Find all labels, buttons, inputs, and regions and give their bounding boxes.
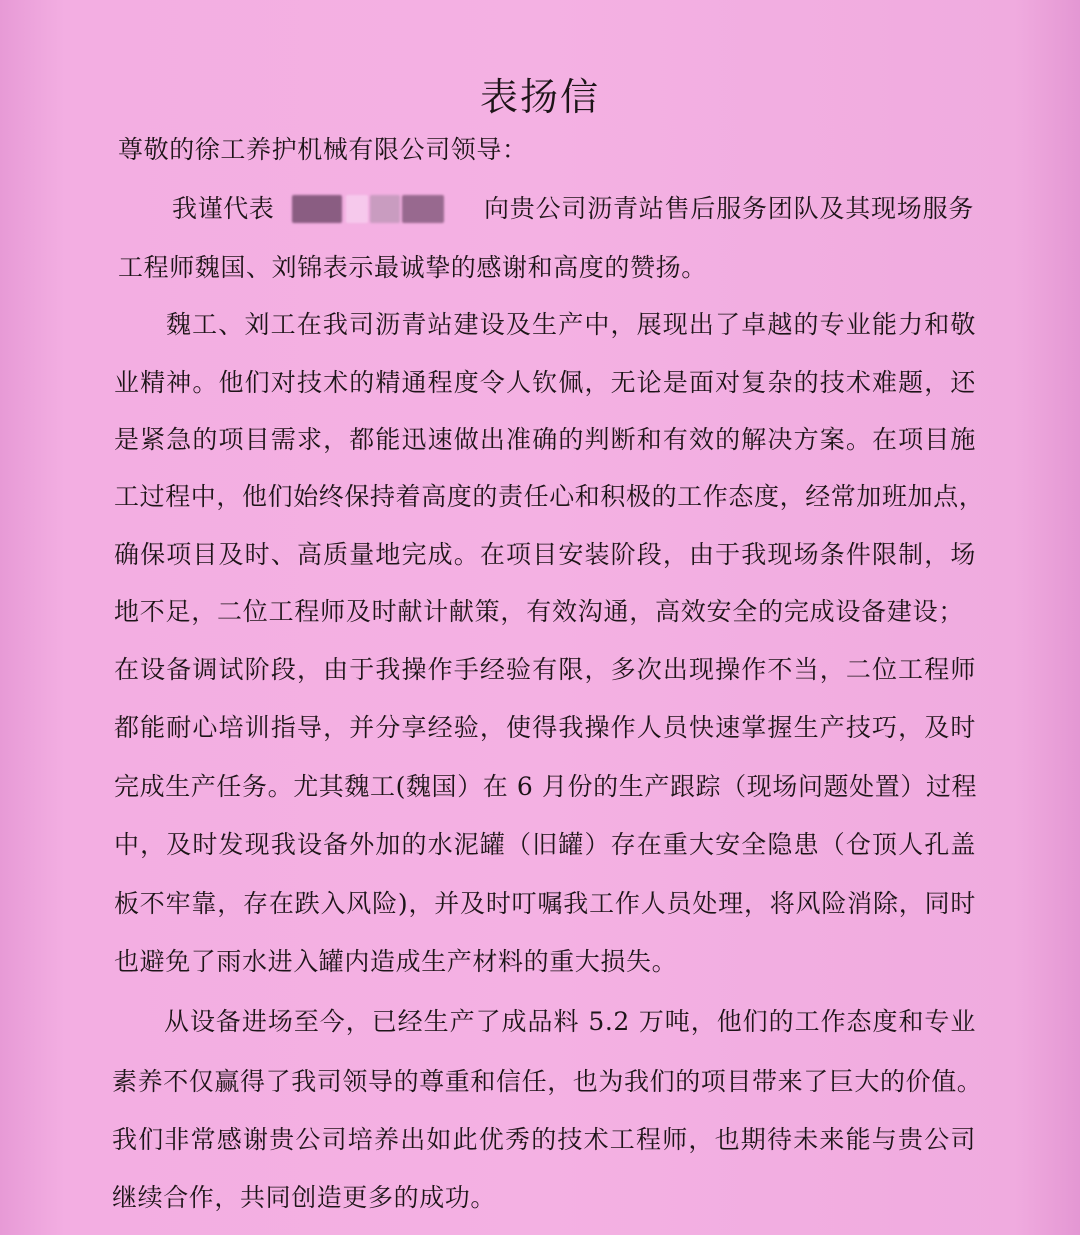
representative-prefix: 我谨代表: [172, 194, 275, 223]
paragraph-3-line: 我们非常感谢贵公司培养出如此优秀的技术工程师，也期待未来能与贵公司: [112, 1125, 976, 1154]
letter-title: 表扬信: [479, 75, 600, 119]
paragraph-2-line: 都能耐心培训指导，并分享经验，使得我操作人员快速掌握生产技巧，及时: [114, 713, 976, 742]
paragraph-2-line: 板不牢靠，存在跌入风险)，并及时叮嘱我工作人员处理，将风险消除，同时: [114, 889, 976, 918]
redacted-name-block: [346, 195, 368, 223]
paragraph-3-line: 从设备进场至今，已经生产了成品料 5.2 万吨，他们的工作态度和专业: [164, 1007, 976, 1036]
paragraph-2-line: 是紧急的项目需求，都能迅速做出准确的判断和有效的解决方案。在项目施: [114, 425, 976, 454]
paragraph-2-line: 确保项目及时、高质量地完成。在项目安装阶段，由于我现场条件限制，场: [114, 540, 976, 569]
paragraph-2-line: 也避免了雨水进入罐内造成生产材料的重大损失。: [114, 947, 678, 976]
paragraph-2-line: 中，及时发现我设备外加的水泥罐（旧罐）存在重大安全隐患（仓顶人孔盖: [114, 830, 976, 859]
salutation: 尊敬的徐工养护机械有限公司领导：: [118, 135, 528, 164]
paragraph-2-line: 业精神。他们对技术的精通程度令人钦佩，无论是面对复杂的技术难题，还: [114, 368, 976, 397]
redacted-name-block: [292, 195, 342, 223]
paragraph-3-line: 继续合作，共同创造更多的成功。: [112, 1183, 497, 1212]
redacted-name-block: [370, 195, 400, 223]
paragraph-3-line: 素养不仅赢得了我司领导的尊重和信任，也为我们的项目带来了巨大的价值。: [112, 1067, 983, 1096]
paragraph-2-line: 魏工、刘工在我司沥青站建设及生产中，展现出了卓越的专业能力和敬: [166, 310, 976, 339]
paragraph-2-line: 地不足，二位工程师及时献计献策，有效沟通，高效安全的完成设备建设；: [114, 597, 964, 626]
paragraph-1-line-1-end: 向贵公司沥青站售后服务团队及其现场服务: [484, 194, 974, 223]
redacted-name-block: [402, 195, 444, 223]
paragraph-2-line: 工过程中，他们始终保持着高度的责任心和积极的工作态度，经常加班加点，: [114, 482, 985, 511]
paragraph-2-line: 在设备调试阶段，由于我操作手经验有限，多次出现操作不当，二位工程师: [114, 655, 976, 684]
paragraph-2-line: 完成生产任务。尤其魏工(魏国）在 6 月份的生产跟踪（现场问题处置）过程: [114, 772, 978, 801]
paragraph-1-line-2: 工程师魏国、刘锦表示最诚挚的感谢和高度的赞扬。: [118, 253, 707, 282]
